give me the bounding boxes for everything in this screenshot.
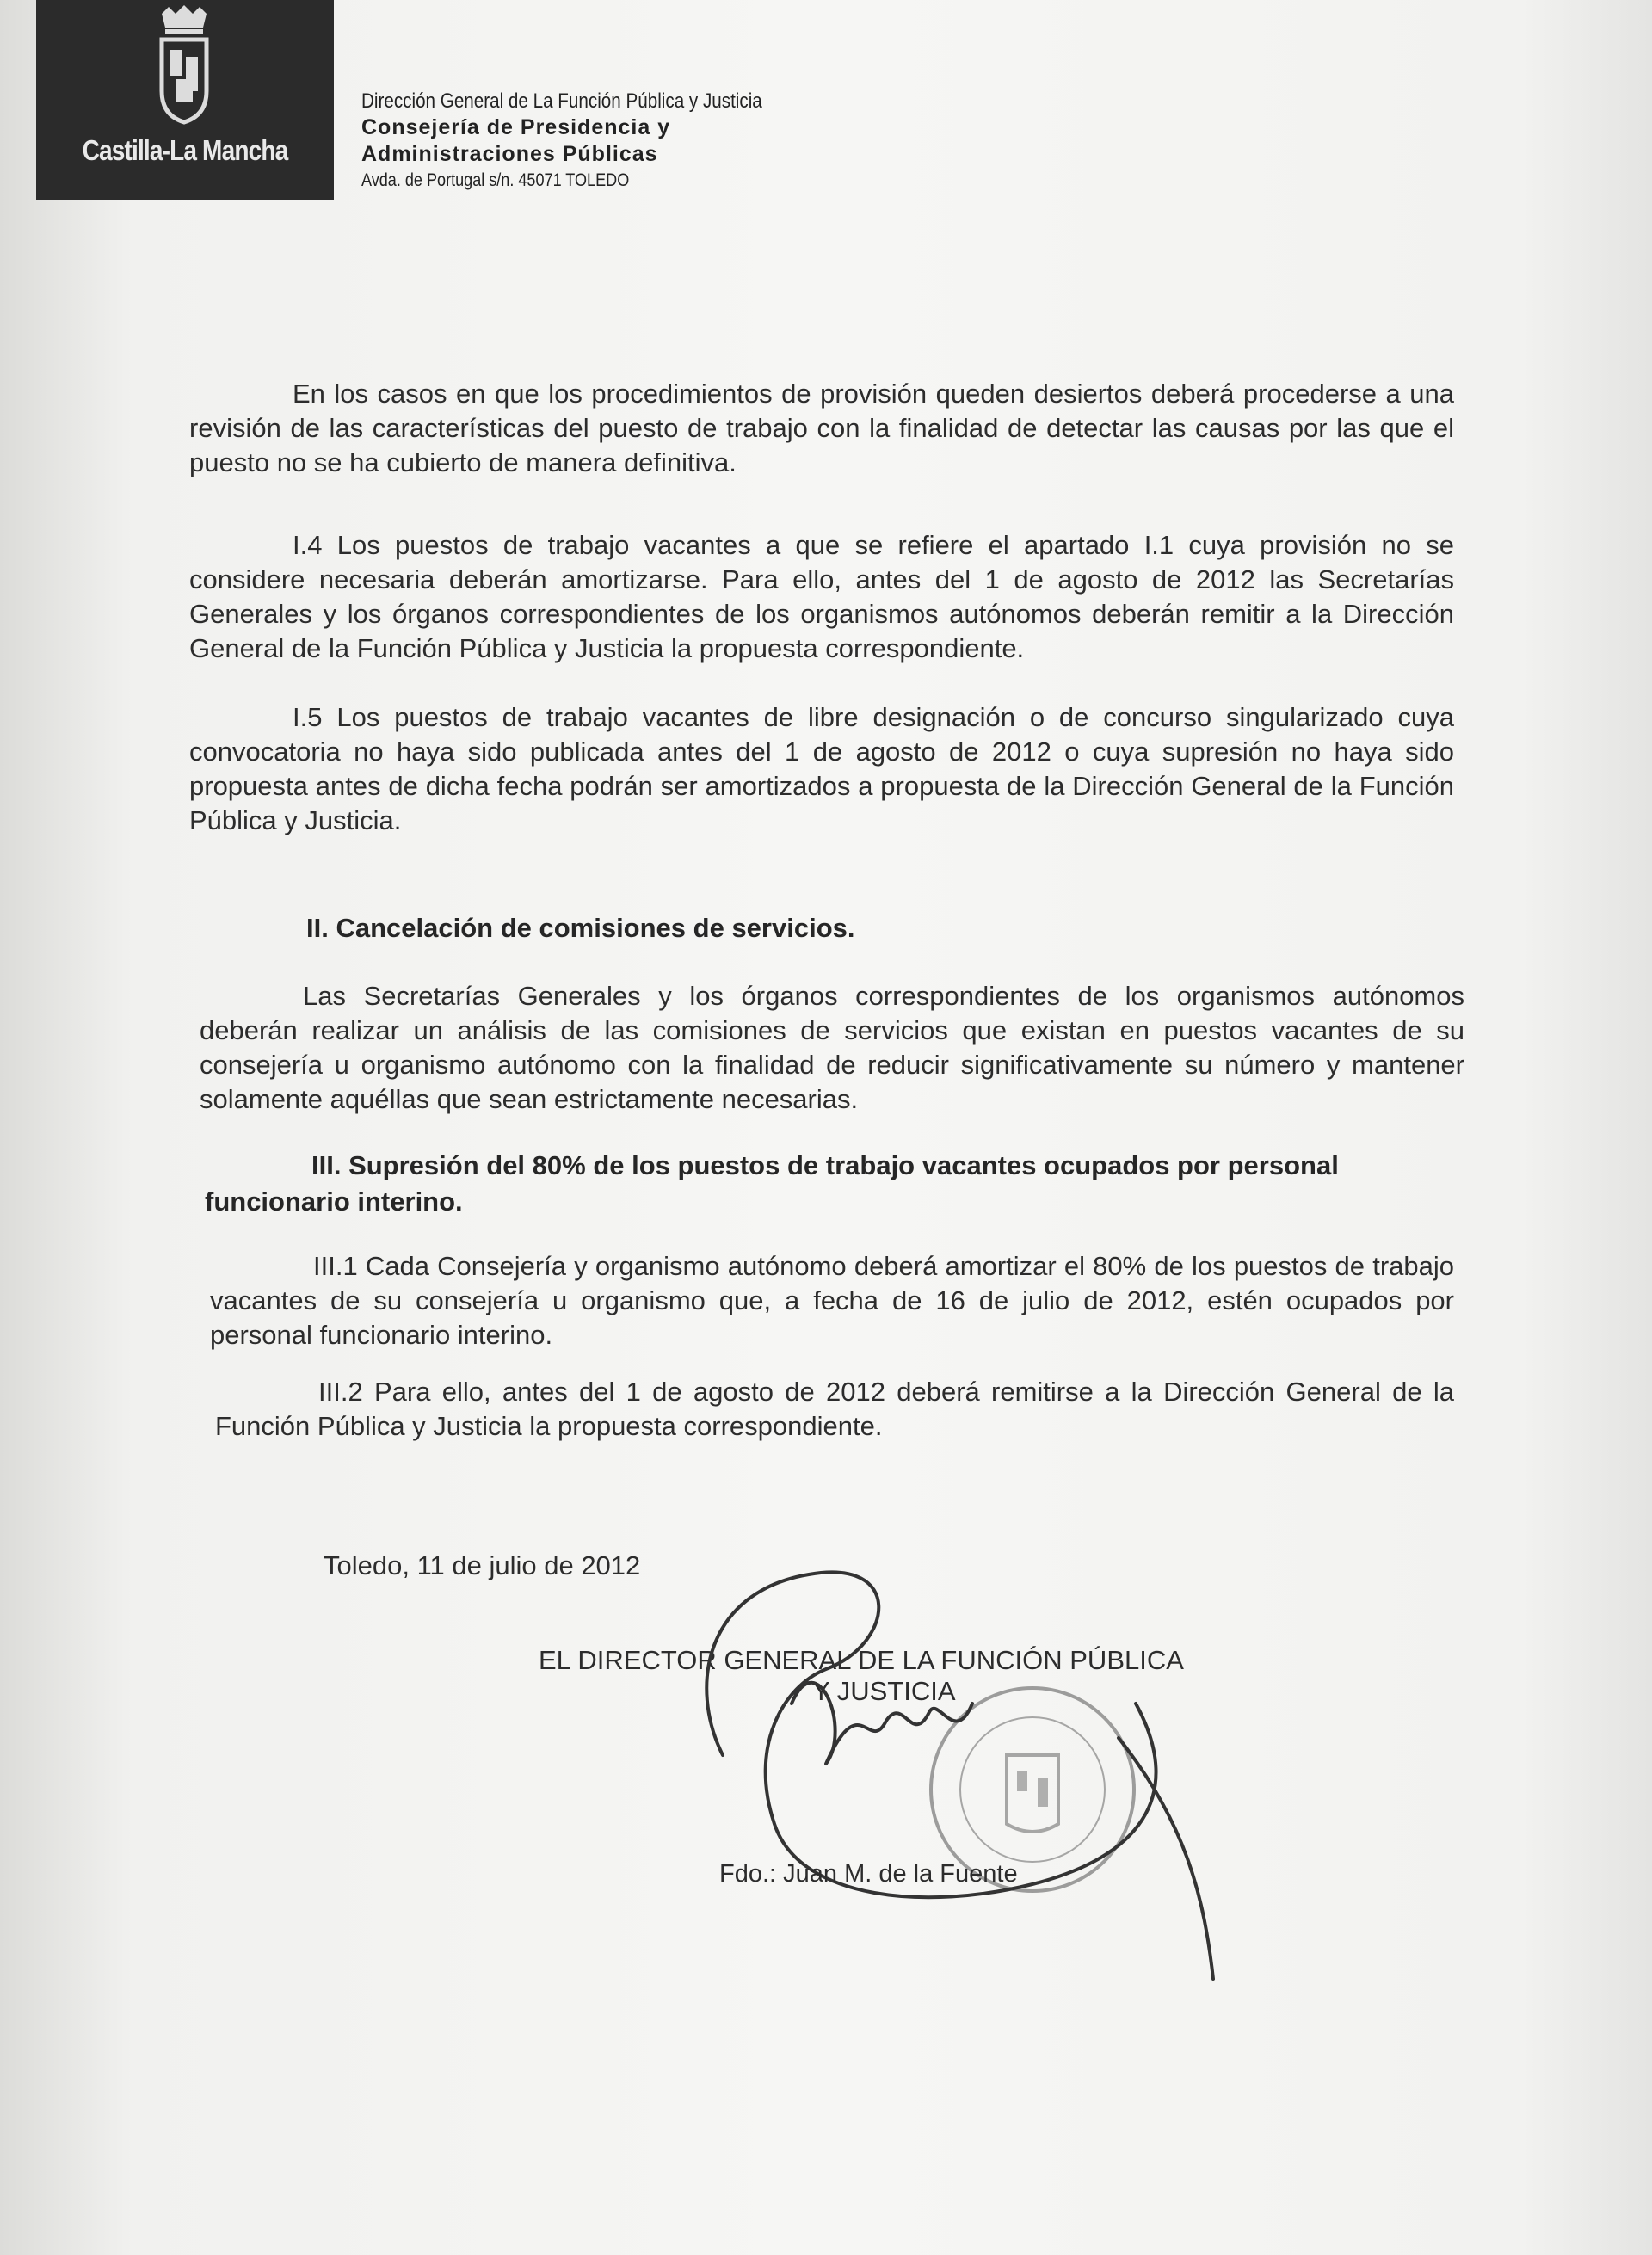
paragraph-iii1: III.1 Cada Consejería y organismo autónomo deberá amortizar el 80% de los puestos de trabajo vacantes de su consejería u organismo que, a fecha de 16 de julio de 2012, estén ocupados por personal funcionario interino.	[210, 1251, 1454, 1350]
paragraph-i5: I.5 Los puestos de trabajo vacantes de libre designación o de concurso singularizado cuya convocatoria no haya sido publicada antes del 1 de agosto de 2012 o cuya supresión no haya sido propuesta antes de dicha fecha podrán ser amortizados a propuesta de la Dirección General de la Función Pública y Justicia.	[189, 702, 1454, 835]
letterhead-department-line1: Consejería de Presidencia y	[361, 115, 671, 139]
signed-by: Fdo.: Juan M. de la Fuente	[719, 1860, 1018, 1888]
letterhead-address: Avda. de Portugal s/n. 45071 TOLEDO	[361, 170, 630, 190]
coat-of-arms-icon	[150, 5, 219, 126]
logo-text: Castilla-La Mancha	[82, 134, 288, 166]
letterhead-directorate: Dirección General de La Función Pública y Justicia	[361, 89, 762, 113]
paragraph-i4: I.4 Los puestos de trabajo vacantes a que se refiere el apartado I.1 cuya provisión no se considere necesaria deberán amortizarse. Para ello, antes del 1 de agosto de 2012 las Secretarías Generales y los órganos correspondientes de los organismos autónomos deberán remitir a la Dirección General de la Función Pública y Justicia la propuesta correspondiente.	[189, 530, 1454, 663]
letterhead-department-line2: Administraciones Públicas	[361, 142, 658, 166]
paragraph-comisiones: Las Secretarías Generales y los órganos correspondientes de los organismos autónomos deberán realizar un análisis de las comisiones de servicios que existan en puestos vacantes de su consejería u organismo autónomo con la finalidad de reducir significativamente su número y mantener solamente aquéllas que sean estrictamente necesarias.	[200, 981, 1464, 1114]
signatory-title-line2: Y JUSTICIA	[812, 1676, 956, 1706]
signature-and-stamp	[654, 1540, 1256, 2022]
paragraph-desiertos: En los casos en que los procedimientos de provisión queden desiertos deberá procederse a una revisión de las características del puesto de trabajo con la finalidad de detectar las causas por las que el puesto no se ha cubierto de manera definitiva.	[189, 379, 1454, 477]
section-heading-ii: II. Cancelación de comisiones de servicios.	[306, 913, 855, 943]
section-heading-iii: III. Supresión del 80% de los puestos de trabajo vacantes ocupados por personal funcionario interino.	[205, 1150, 1339, 1217]
place-and-date: Toledo, 11 de julio de 2012	[324, 1550, 641, 1580]
handwritten-signature	[706, 1572, 1213, 1979]
castilla-la-mancha-logo	[36, 0, 334, 200]
signatory-title: EL DIRECTOR GENERAL DE LA FUNCIÓN PÚBLICA	[539, 1645, 1184, 1675]
paragraph-iii2: III.2 Para ello, antes del 1 de agosto de 2012 deberá remitirse a la Dirección General de la Función Pública y Justicia la propuesta correspondiente.	[215, 1377, 1454, 1441]
letterhead	[361, 89, 828, 191]
